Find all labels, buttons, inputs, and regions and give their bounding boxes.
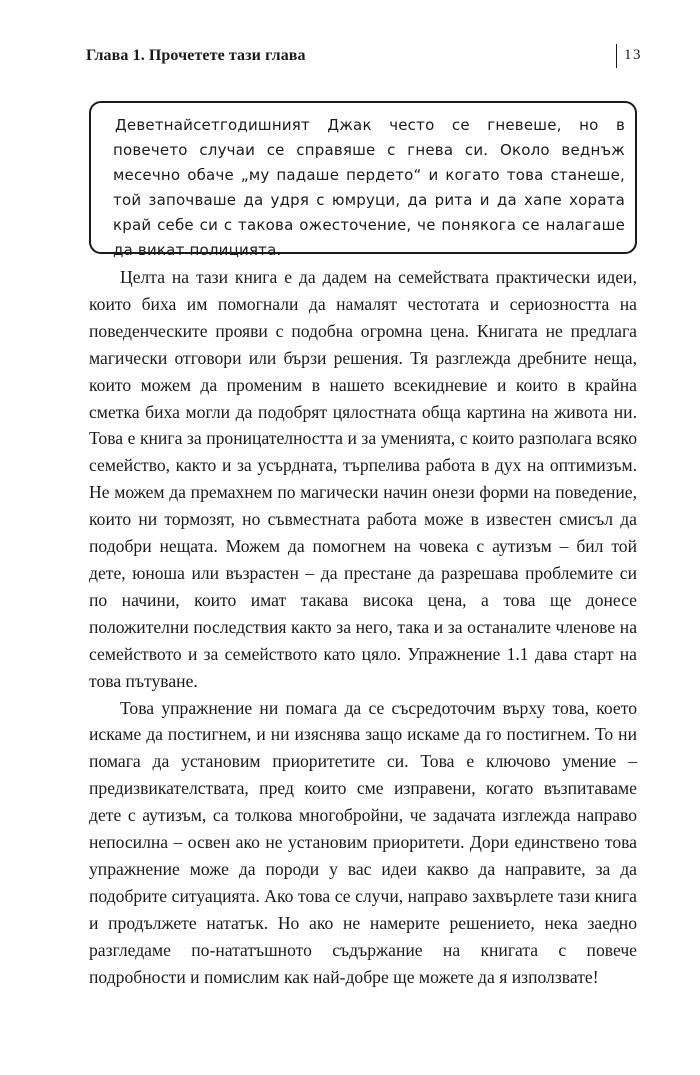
case-example-box <box>89 101 637 259</box>
header-divider <box>616 44 617 68</box>
running-head <box>86 47 646 71</box>
paragraph-1: Целта на тази книга е да дадем на семействата практически идеи, които биха им помогнали да намалят честотата и сериозността на поведенческите прояви с подобна огромна цена. Книгата не предлага магически отговори или бързи решения. Тя разглежда дребните неща, които можем да променим в нашето всекидневие и които в крайна сметка биха могли да подобрят цялостната обща картина на живота ни. Това е книга за проницателността и за уменията, с които разполага всяко семейство, както и за усърдната, търпелива работа в дух на оптимизъм. Не можем да премахнем по магически начин онези форми на поведение, които ни тормозят, но съвместната работа може в известен смисъл да подобри нещата. Можем да помогнем на човека с аутизъм – бил той дете, юноша или възрастен – да престане да разрешава проблемите си по начини, които имат такава висока цена, а това ще донесе положителни последствия както за него, така и за останалите членове на семейството и за семейството като цяло. Упражнение 1.1 дава старт на това пътуване. <box>89 267 637 691</box>
body-text <box>89 264 637 990</box>
page-number: 13 <box>624 47 642 63</box>
chapter-title: Глава 1. Прочетете тази глава <box>86 47 306 64</box>
case-example-text: Деветнайсетгодишният Джак често се гневеше, но в повечето случаи се справяше с гнева си. Около веднъж месечно обаче „му падаше пердето“ и когато това станеше, той започваше да удря с юмруци, да рита и да хапе хората край себе си с такова ожесточение, че понякога се налагаше да викат полицията. <box>113 116 625 259</box>
paragraph-2: Това упражнение ни помага да се съсредоточим върху това, което искаме да постигнем, и ни изяснява защо искаме да го постигнем. То ни помага да установим приоритетите си. Това е ключово умение – предизвикателствата, пред които сме изправени, когато възпитаваме дете с аутизъм, са толкова многобройни, че задачата изглежда направо непосилна – освен ако не установим приоритети. Дори единствено това упражнение може да породи у вас идеи какво да направите, за да подобрите ситуацията. Ако това се случи, направо захвърлете тази книга и продължете нататък. Но ако не намерите решението, нека заедно разгледаме по-нататъшното съдържание на книгата с повече подробности и помислим как най-добре ще можете да я използвате! <box>89 697 637 987</box>
